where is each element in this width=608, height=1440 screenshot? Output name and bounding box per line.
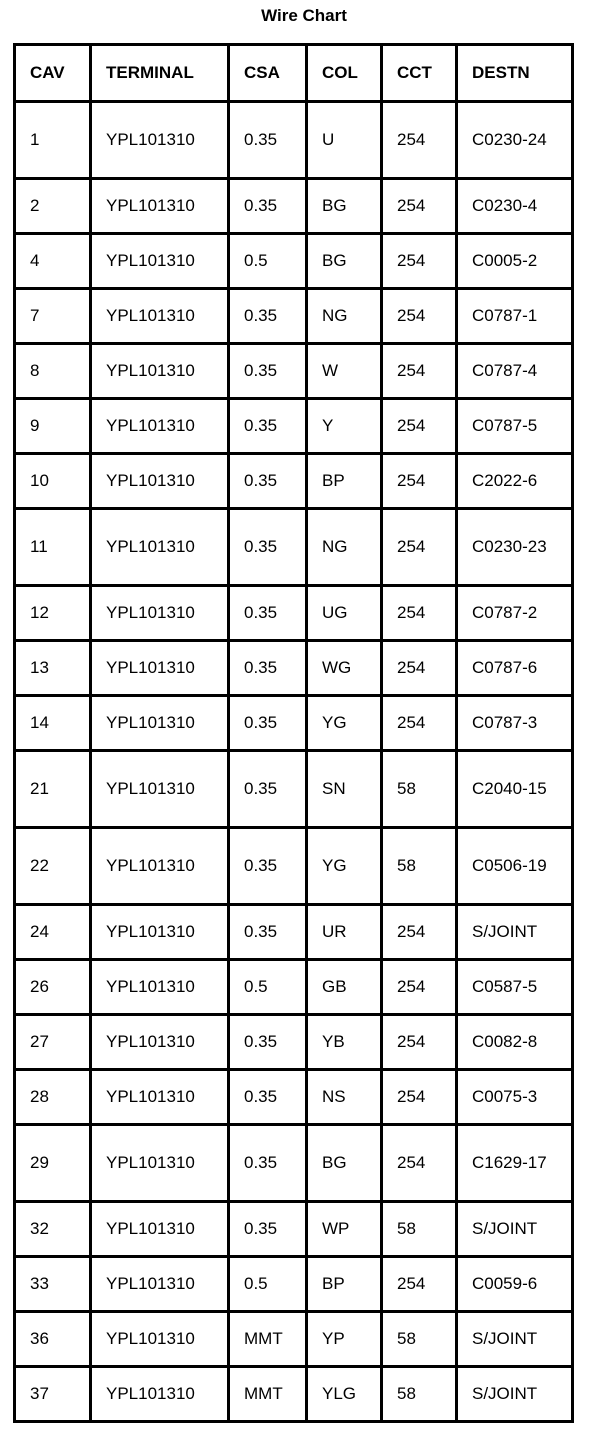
cell-terminal: YPL101310: [91, 289, 229, 344]
column-header-csa: CSA: [229, 45, 307, 102]
cell-cct: 254: [382, 102, 457, 179]
cell-cct: 254: [382, 234, 457, 289]
table-row: [15, 1312, 573, 1367]
cell-cav: 26: [15, 960, 91, 1015]
cell-col: WG: [307, 641, 382, 696]
table-row: [15, 344, 573, 399]
cell-cct: 254: [382, 179, 457, 234]
cell-col: Y: [307, 399, 382, 454]
cell-cct: 58: [382, 828, 457, 905]
destination-text: S/JOINT: [472, 922, 538, 941]
cell-cav: 4: [15, 234, 91, 289]
cell-col: W: [307, 344, 382, 399]
cell-destn: [457, 960, 573, 1015]
cell-csa: 0.35: [229, 696, 307, 751]
cell-col: BP: [307, 1257, 382, 1312]
cell-terminal: YPL101310: [91, 828, 229, 905]
cell-destn: [457, 751, 573, 828]
cell-terminal: YPL101310: [91, 751, 229, 828]
table-row: [15, 1070, 573, 1125]
cell-cav: 9: [15, 399, 91, 454]
cell-terminal: YPL101310: [91, 509, 229, 586]
cell-col: WP: [307, 1202, 382, 1257]
cell-cav: 22: [15, 828, 91, 905]
cell-terminal: YPL101310: [91, 586, 229, 641]
table-row: [15, 960, 573, 1015]
table-row: [15, 696, 573, 751]
table-row: [15, 586, 573, 641]
cell-csa: 0.35: [229, 751, 307, 828]
cell-col: UG: [307, 586, 382, 641]
table-row: [15, 751, 573, 828]
cell-terminal: YPL101310: [91, 1015, 229, 1070]
cell-cav: 10: [15, 454, 91, 509]
cell-terminal: YPL101310: [91, 1070, 229, 1125]
cell-csa: 0.35: [229, 399, 307, 454]
cell-cav: 11: [15, 509, 91, 586]
table-row: [15, 399, 573, 454]
cell-terminal: YPL101310: [91, 1312, 229, 1367]
cell-cct: 58: [382, 751, 457, 828]
cell-cct: 254: [382, 1257, 457, 1312]
cell-destn: [457, 586, 573, 641]
cell-terminal: YPL101310: [91, 641, 229, 696]
cell-csa: 0.35: [229, 102, 307, 179]
cell-csa: 0.5: [229, 960, 307, 1015]
cell-cct: 254: [382, 586, 457, 641]
table-row: [15, 102, 573, 179]
cell-destn: [457, 1015, 573, 1070]
cell-terminal: YPL101310: [91, 1257, 229, 1312]
destination-text: C0059-6: [472, 1274, 538, 1293]
destination-text: C0787-1: [472, 306, 538, 325]
cell-destn: [457, 399, 573, 454]
cell-cav: 29: [15, 1125, 91, 1202]
cell-csa: 0.35: [229, 1015, 307, 1070]
table-row: [15, 289, 573, 344]
cell-cav: 8: [15, 344, 91, 399]
destination-text: S/JOINT: [472, 1384, 538, 1403]
cell-csa: 0.35: [229, 1125, 307, 1202]
cell-cav: 1: [15, 102, 91, 179]
cell-csa: 0.35: [229, 641, 307, 696]
table-row: [15, 828, 573, 905]
cell-destn: [457, 1070, 573, 1125]
cell-cct: 254: [382, 454, 457, 509]
cell-csa: 0.35: [229, 828, 307, 905]
cell-col: NG: [307, 509, 382, 586]
wire-chart-table-container: [13, 43, 571, 1423]
destination-text: C0230-24: [472, 130, 547, 149]
destination-text: C0787-5: [472, 416, 538, 435]
table-row: [15, 509, 573, 586]
table-row: [15, 234, 573, 289]
cell-col: BG: [307, 234, 382, 289]
cell-col: BG: [307, 179, 382, 234]
destination-text: C0230-4: [472, 196, 538, 215]
cell-cav: 37: [15, 1367, 91, 1422]
cell-csa: 0.35: [229, 289, 307, 344]
cell-cct: 254: [382, 696, 457, 751]
cell-cav: 32: [15, 1202, 91, 1257]
cell-destn: [457, 1202, 573, 1257]
cell-terminal: YPL101310: [91, 454, 229, 509]
cell-csa: 0.35: [229, 1070, 307, 1125]
cell-terminal: YPL101310: [91, 696, 229, 751]
cell-terminal: YPL101310: [91, 179, 229, 234]
destination-text: S/JOINT: [472, 1329, 538, 1348]
destination-text: C0082-8: [472, 1032, 538, 1051]
cell-cct: 254: [382, 641, 457, 696]
cell-cav: 36: [15, 1312, 91, 1367]
cell-cct: 254: [382, 509, 457, 586]
cell-destn: [457, 344, 573, 399]
table-row: [15, 1125, 573, 1202]
cell-destn: [457, 641, 573, 696]
destination-text: C1629-17: [472, 1153, 547, 1172]
cell-cav: 12: [15, 586, 91, 641]
table-row: [15, 1257, 573, 1312]
cell-col: BG: [307, 1125, 382, 1202]
cell-terminal: YPL101310: [91, 234, 229, 289]
cell-cav: 21: [15, 751, 91, 828]
table-row: [15, 641, 573, 696]
cell-cct: 254: [382, 1125, 457, 1202]
cell-col: YG: [307, 828, 382, 905]
page-title: Wire Chart: [261, 6, 347, 25]
cell-csa: 0.5: [229, 234, 307, 289]
cell-csa: 0.35: [229, 586, 307, 641]
cell-destn: [457, 454, 573, 509]
cell-csa: MMT: [229, 1367, 307, 1422]
cell-col: GB: [307, 960, 382, 1015]
cell-csa: 0.35: [229, 509, 307, 586]
column-header-cct: CCT: [382, 45, 457, 102]
cell-terminal: YPL101310: [91, 905, 229, 960]
cell-cav: 14: [15, 696, 91, 751]
cell-cct: 254: [382, 1015, 457, 1070]
cell-csa: 0.35: [229, 179, 307, 234]
destination-text: C0787-2: [472, 603, 538, 622]
cell-terminal: YPL101310: [91, 1367, 229, 1422]
cell-csa: 0.35: [229, 905, 307, 960]
cell-terminal: YPL101310: [91, 344, 229, 399]
cell-destn: [457, 509, 573, 586]
cell-destn: [457, 179, 573, 234]
table-body: [15, 102, 573, 1422]
cell-destn: [457, 905, 573, 960]
column-header-cav: CAV: [15, 45, 91, 102]
cell-col: SN: [307, 751, 382, 828]
cell-destn: [457, 1312, 573, 1367]
destination-text: C0787-3: [472, 713, 538, 732]
cell-cav: 24: [15, 905, 91, 960]
cell-terminal: YPL101310: [91, 399, 229, 454]
cell-cav: 13: [15, 641, 91, 696]
table-row: [15, 905, 573, 960]
cell-col: YLG: [307, 1367, 382, 1422]
cell-cav: 27: [15, 1015, 91, 1070]
table-row: [15, 1015, 573, 1070]
wire-chart-table: [13, 43, 574, 1423]
cell-cct: 254: [382, 344, 457, 399]
cell-csa: 0.35: [229, 1202, 307, 1257]
cell-cct: 254: [382, 289, 457, 344]
cell-cav: 33: [15, 1257, 91, 1312]
cell-col: BP: [307, 454, 382, 509]
cell-col: YB: [307, 1015, 382, 1070]
cell-terminal: YPL101310: [91, 1202, 229, 1257]
cell-cct: 58: [382, 1367, 457, 1422]
cell-cct: 254: [382, 905, 457, 960]
destination-text: C0787-4: [472, 361, 538, 380]
destination-text: S/JOINT: [472, 1219, 538, 1238]
destination-text: C0587-5: [472, 977, 538, 996]
cell-terminal: YPL101310: [91, 102, 229, 179]
cell-destn: [457, 696, 573, 751]
cell-destn: [457, 102, 573, 179]
destination-text: C2022-6: [472, 471, 538, 490]
cell-col: YG: [307, 696, 382, 751]
table-row: [15, 454, 573, 509]
cell-col: NS: [307, 1070, 382, 1125]
cell-cct: 58: [382, 1202, 457, 1257]
cell-cct: 254: [382, 1070, 457, 1125]
cell-cct: 58: [382, 1312, 457, 1367]
column-header-terminal: TERMINAL: [91, 45, 229, 102]
cell-col: U: [307, 102, 382, 179]
cell-csa: 0.35: [229, 344, 307, 399]
table-row: [15, 1367, 573, 1422]
cell-terminal: YPL101310: [91, 960, 229, 1015]
table-row: [15, 179, 573, 234]
destination-text: C2040-15: [472, 779, 547, 798]
cell-destn: [457, 1367, 573, 1422]
cell-csa: 0.5: [229, 1257, 307, 1312]
cell-destn: [457, 289, 573, 344]
table-header-row: [15, 45, 573, 102]
cell-col: UR: [307, 905, 382, 960]
cell-destn: [457, 828, 573, 905]
column-header-destn: DESTN: [457, 45, 573, 102]
cell-csa: 0.35: [229, 454, 307, 509]
cell-col: YP: [307, 1312, 382, 1367]
cell-destn: [457, 234, 573, 289]
column-header-col: COL: [307, 45, 382, 102]
cell-col: NG: [307, 289, 382, 344]
cell-csa: MMT: [229, 1312, 307, 1367]
table-row: [15, 1202, 573, 1257]
destination-text: C0506-19: [472, 856, 547, 875]
destination-text: C0075-3: [472, 1087, 538, 1106]
cell-cct: 254: [382, 399, 457, 454]
cell-terminal: YPL101310: [91, 1125, 229, 1202]
destination-text: C0005-2: [472, 251, 538, 270]
destination-text: C0230-23: [472, 537, 547, 556]
cell-cav: 28: [15, 1070, 91, 1125]
cell-destn: [457, 1125, 573, 1202]
cell-destn: [457, 1257, 573, 1312]
cell-cav: 7: [15, 289, 91, 344]
cell-cav: 2: [15, 179, 91, 234]
cell-cct: 254: [382, 960, 457, 1015]
destination-text: C0787-6: [472, 658, 538, 677]
